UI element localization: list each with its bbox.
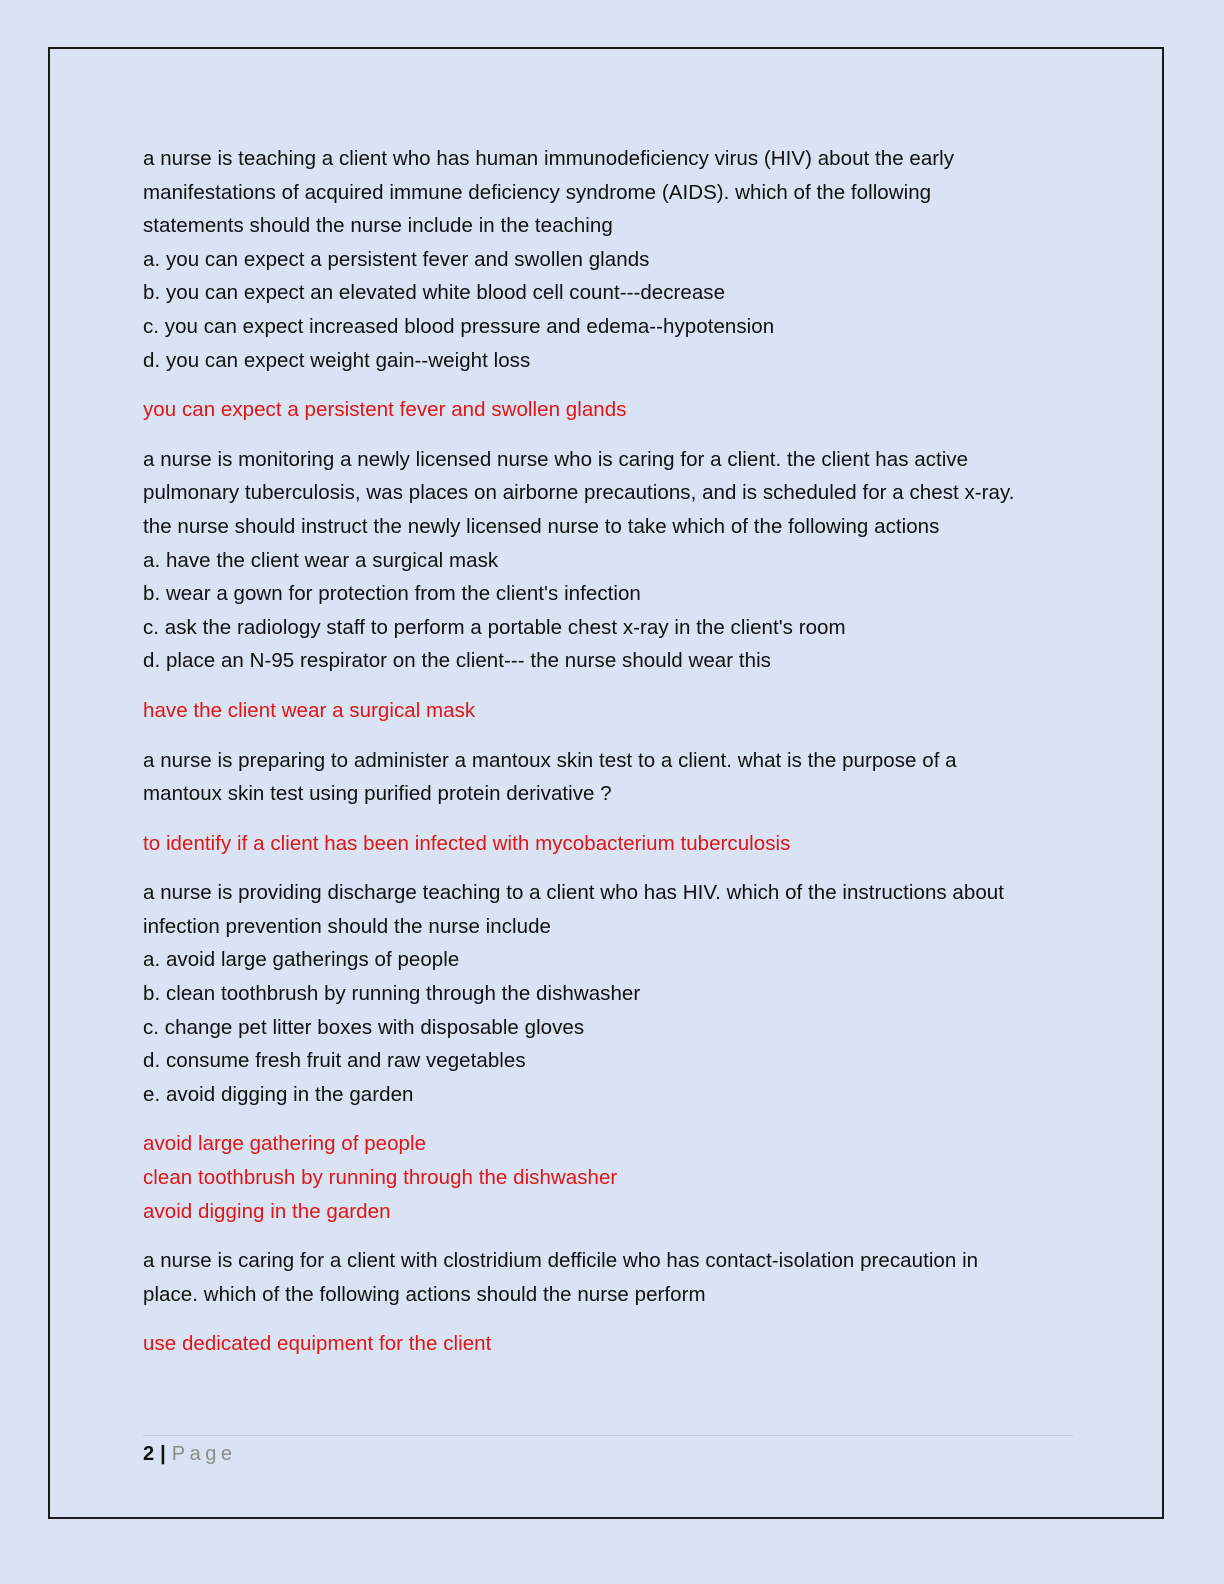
question-5 bbox=[143, 1244, 1083, 1311]
option-a: a. you can expect a persistent fever and swollen glands bbox=[143, 247, 650, 271]
answer-line: to identify if a client has been infected with mycobacterium tuberculosis bbox=[143, 831, 791, 855]
answer-line: you can expect a persistent fever and swollen glands bbox=[143, 398, 627, 422]
question-line: pulmonary tuberculosis, was places on airborne precautions, and is scheduled for a chest x-ray. bbox=[143, 481, 1015, 505]
footer-separator: | bbox=[160, 1443, 166, 1465]
question-line: a nurse is monitoring a newly licensed nurse who is caring for a client. the client has active bbox=[143, 447, 969, 471]
question-line: manifestations of acquired immune deficiency syndrome (AIDS). which of the following bbox=[143, 180, 932, 204]
answer-line: avoid digging in the garden bbox=[143, 1199, 391, 1223]
question-line: place. which of the following actions should the nurse perform bbox=[143, 1282, 706, 1306]
answer-2 bbox=[143, 694, 1083, 728]
question-4 bbox=[143, 876, 1083, 1111]
question-line: infection prevention should the nurse include bbox=[143, 914, 551, 938]
page-number: 2 bbox=[143, 1443, 155, 1465]
option-d: d. consume fresh fruit and raw vegetables bbox=[143, 1049, 526, 1073]
option-b: b. wear a gown for protection from the client's infection bbox=[143, 582, 641, 606]
document-body bbox=[143, 142, 1083, 1377]
question-line: the nurse should instruct the newly licensed nurse to take which of the following actions bbox=[143, 514, 940, 538]
footer-divider bbox=[143, 1435, 1073, 1436]
option-d: d. you can expect weight gain--weight loss bbox=[143, 348, 531, 372]
question-line: mantoux skin test using purified protein derivative ? bbox=[143, 782, 612, 806]
question-line: a nurse is providing discharge teaching to a client who has HIV. which of the instructions about bbox=[143, 881, 1004, 905]
answer-1 bbox=[143, 393, 1083, 427]
option-c: c. change pet litter boxes with disposable gloves bbox=[143, 1015, 585, 1039]
question-line: a nurse is preparing to administer a mantoux skin test to a client. what is the purpose of a bbox=[143, 748, 957, 772]
answer-line: avoid large gathering of people bbox=[143, 1132, 427, 1156]
answer-3 bbox=[143, 827, 1083, 861]
question-3 bbox=[143, 744, 1083, 811]
answer-5 bbox=[143, 1327, 1083, 1361]
answer-line: have the client wear a surgical mask bbox=[143, 698, 476, 722]
option-c: c. you can expect increased blood pressure and edema--hypotension bbox=[143, 314, 775, 338]
option-a: a. have the client wear a surgical mask bbox=[143, 548, 499, 572]
question-line: statements should the nurse include in the teaching bbox=[143, 214, 613, 238]
page-footer bbox=[143, 1441, 236, 1467]
option-e: e. avoid digging in the garden bbox=[143, 1082, 414, 1106]
page-label: Page bbox=[171, 1443, 237, 1465]
question-line: a nurse is teaching a client who has human immunodeficiency virus (HIV) about the early bbox=[143, 147, 955, 170]
question-2 bbox=[143, 443, 1083, 678]
answer-line: use dedicated equipment for the client bbox=[143, 1332, 492, 1356]
option-b: b. you can expect an elevated white blood cell count---decrease bbox=[143, 281, 726, 305]
question-line: a nurse is caring for a client with clostridium defficile who has contact-isolation precaution in bbox=[143, 1249, 979, 1273]
option-b: b. clean toothbrush by running through the dishwasher bbox=[143, 982, 641, 1006]
answer-4 bbox=[143, 1127, 1083, 1228]
option-d: d. place an N-95 respirator on the client--- the nurse should wear this bbox=[143, 649, 771, 673]
question-1 bbox=[143, 142, 1083, 377]
option-a: a. avoid large gatherings of people bbox=[143, 948, 460, 972]
answer-line: clean toothbrush by running through the dishwasher bbox=[143, 1166, 618, 1190]
option-c: c. ask the radiology staff to perform a portable chest x-ray in the client's room bbox=[143, 615, 846, 639]
